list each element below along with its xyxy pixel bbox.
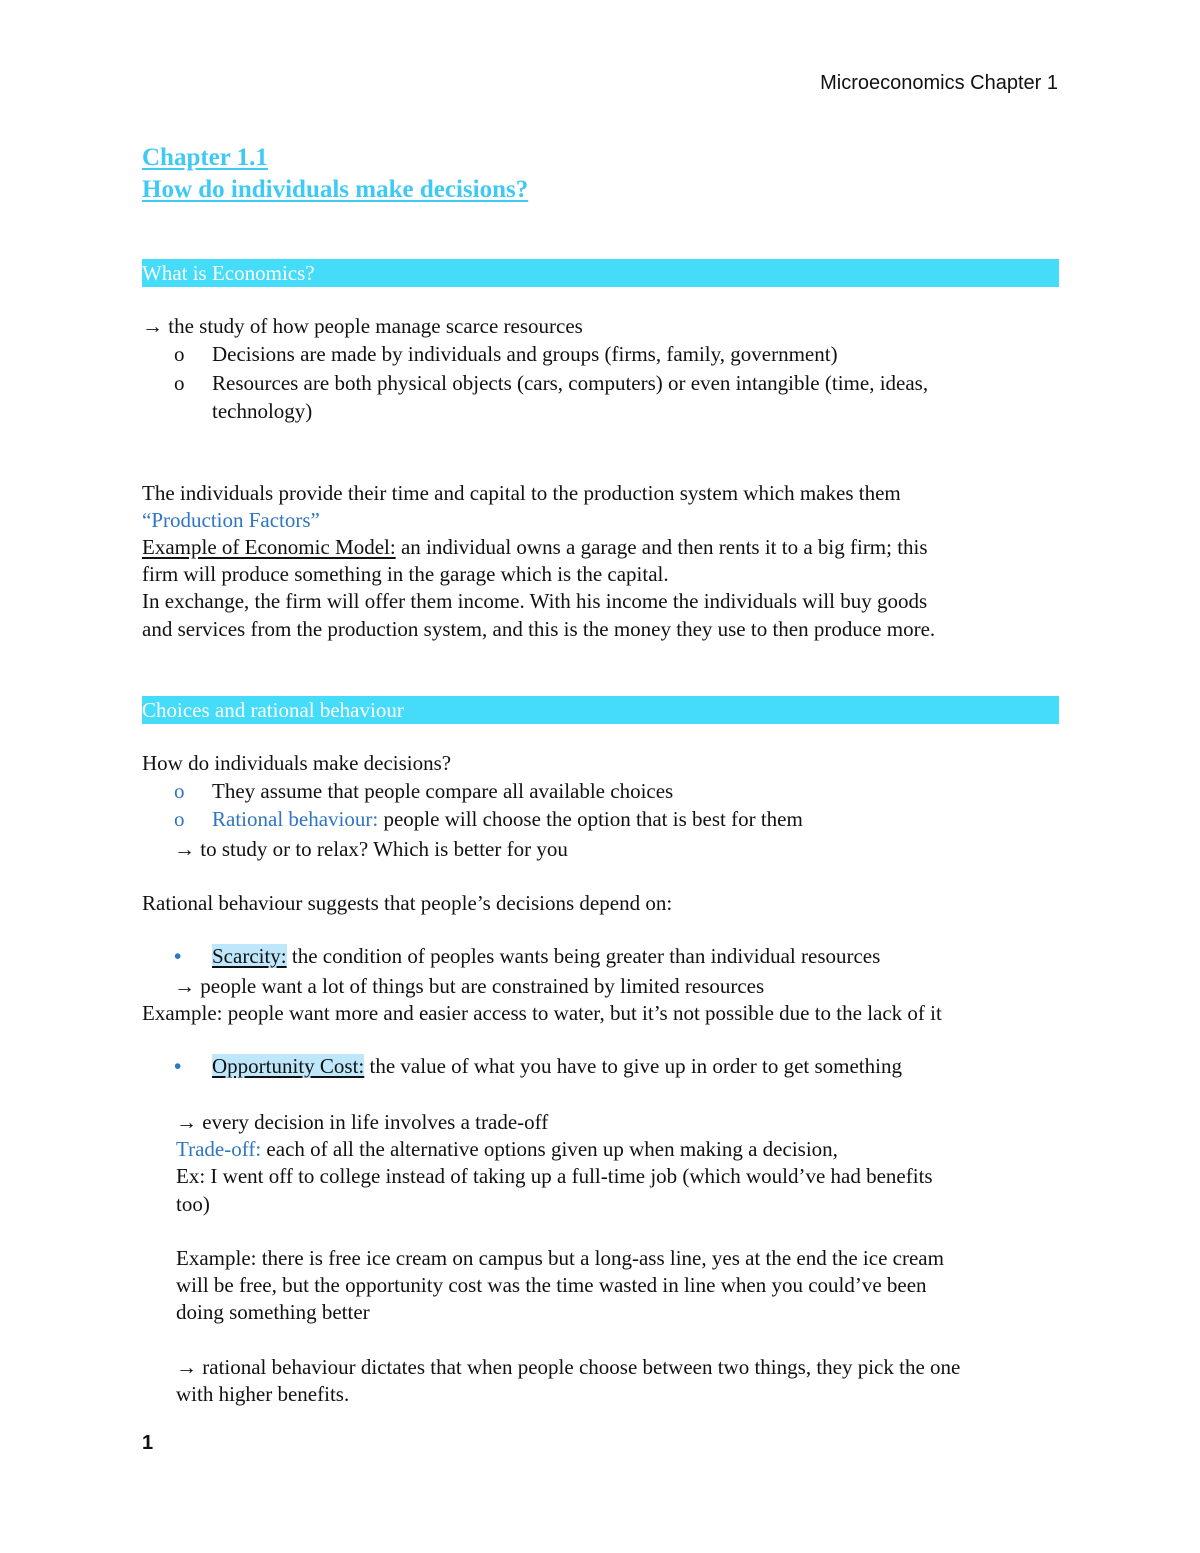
document-header-title: Microeconomics Chapter 1 [820,72,1058,94]
page-number: 1 [142,1432,154,1454]
chapter-number: Chapter 1.1 [142,144,268,171]
list-item-scarcity: • Scarcity: the condition of peoples wants being greater than individual resources [174,944,881,968]
list-item: o Rational behaviour: people will choose the option that is best for them [174,807,803,831]
question-line: How do individuals make decisions? [142,751,452,775]
paragraph-line: Rational behaviour suggests that people’s decisions depend on: [142,891,673,915]
list-item-continuation: technology) [212,399,313,423]
production-factors-term: “Production Factors” [142,508,320,532]
arrow-icon: → [176,1355,197,1379]
economic-model-line: Example of Economic Model: an individual owns a garage and then rents it to a big firm; this [142,535,928,559]
paragraph-line: Ex: I went off to college instead of taking up a full-time job (which would’ve had benefits [176,1164,933,1188]
arrow-icon: → [176,1110,197,1134]
paragraph-line: will be free, but the opportunity cost was the time wasted in line when you could’ve been [176,1273,927,1297]
paragraph-line: doing something better [176,1300,370,1324]
arrow-line: → to study or to relax? Which is better for you [174,837,568,861]
arrow-line: → every decision in life involves a trade-off [176,1110,549,1134]
tradeoff-term: Trade-off: [176,1137,262,1161]
list-item: o They assume that people compare all available choices [174,779,674,803]
arrow-icon: → [174,974,195,998]
paragraph-line: and services from the production system, and this is the money they use to then produce more. [142,617,936,641]
arrow-line: → people want a lot of things but are constrained by limited resources [174,974,765,998]
bullet-icon: • [174,944,182,968]
arrow-icon: → [142,314,163,338]
list-item-opportunity-cost: • Opportunity Cost: the value of what you have to give up in order to get something [174,1054,902,1078]
list-item: o Decisions are made by individuals and groups (firms, family, government) [174,342,838,366]
paragraph-line: firm will produce something in the garage which is the capital. [142,562,669,586]
paragraph-line: too) [176,1192,210,1216]
paragraph-line: with higher benefits. [176,1382,350,1406]
paragraph-line: The individuals provide their time and capital to the production system which makes them [142,481,901,505]
section-heading-choices-rational-behaviour: Choices and rational behaviour [142,696,1059,724]
bullet-icon: o [174,807,185,831]
list-item: o Resources are both physical objects (cars, computers) or even intangible (time, ideas, [174,371,929,395]
chapter-title: How do individuals make decisions? [142,176,529,203]
definition-line: → the study of how people manage scarce resources [142,314,583,338]
scarcity-term: Scarcity: [212,944,287,968]
arrow-icon: → [174,837,195,861]
rational-behaviour-term: Rational behaviour: [212,807,379,831]
opportunity-cost-term: Opportunity Cost: [212,1054,365,1078]
paragraph-line: Example: there is free ice cream on campus but a long-ass line, yes at the end the ice cream [176,1246,944,1270]
bullet-icon: o [174,371,185,395]
paragraph-line: Example: people want more and easier access to water, but it’s not possible due to the lack of it [142,1001,942,1025]
bullet-icon: • [174,1054,182,1078]
bullet-icon: o [174,779,185,803]
tradeoff-line: Trade-off: each of all the alternative options given up when making a decision, [176,1137,838,1161]
bullet-icon: o [174,342,185,366]
paragraph-line: In exchange, the firm will offer them income. With his income the individuals will buy goods [142,589,928,613]
section-heading-what-is-economics: What is Economics? [142,259,1059,287]
arrow-line: → rational behaviour dictates that when people choose between two things, they pick the one [176,1355,961,1379]
economic-model-label: Example of Economic Model: [142,535,396,559]
